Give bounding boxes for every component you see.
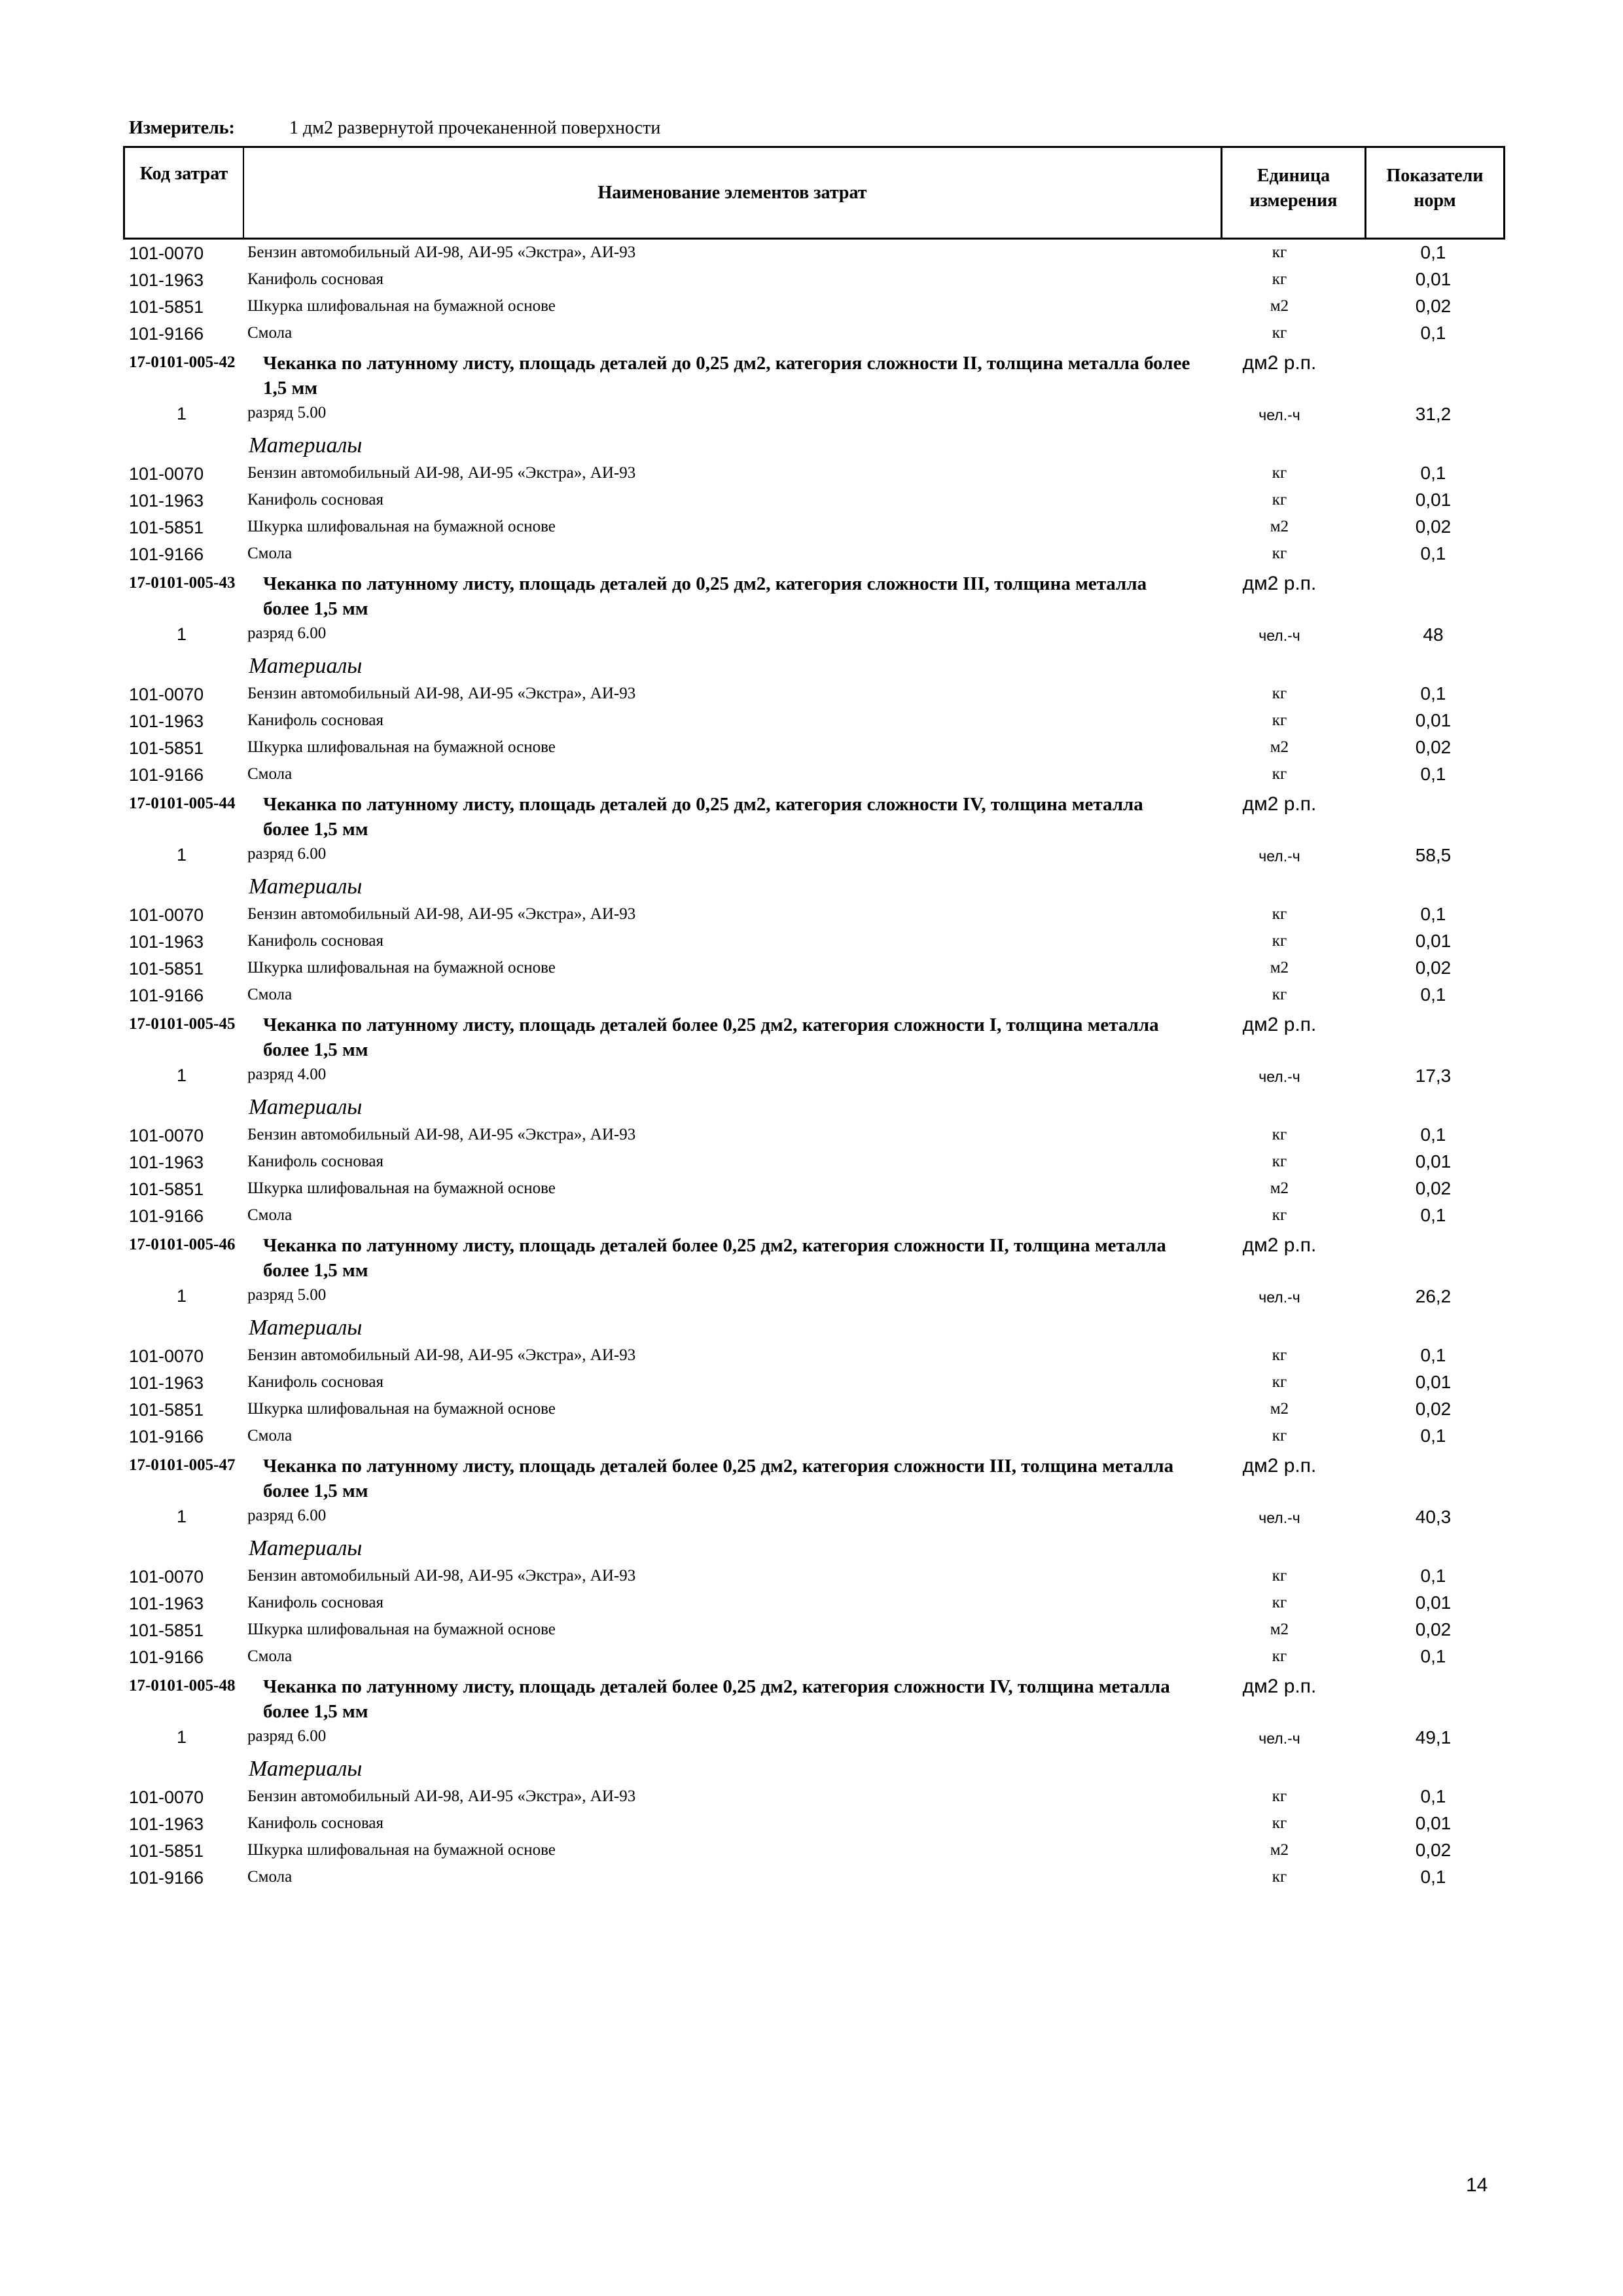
materials-heading: Материалы xyxy=(249,433,363,457)
material-row xyxy=(0,1175,1623,1202)
material-name: Бензин автомобильный АИ-98, АИ-95 «Экстра», АИ-93 xyxy=(247,1567,636,1585)
material-norm: 0,1 xyxy=(1420,904,1446,924)
table-header xyxy=(123,146,1505,240)
materials-heading-row xyxy=(0,647,1623,681)
labor-code: 1 xyxy=(177,624,187,644)
materials-heading-row xyxy=(0,1088,1623,1122)
labor-code: 1 xyxy=(177,1066,187,1085)
material-norm: 0,1 xyxy=(1420,1205,1446,1225)
labor-grade: разряд 6.00 xyxy=(247,1507,327,1524)
material-code: 101-0070 xyxy=(129,1787,204,1807)
material-code: 101-9166 xyxy=(129,1868,204,1888)
material-name: Канифоль сосновая xyxy=(247,491,383,509)
section-code: 17-0101-005-47 xyxy=(129,1456,236,1474)
material-norm: 0,02 xyxy=(1415,296,1452,316)
material-code: 101-5851 xyxy=(129,959,204,978)
material-name: Шкурка шлифовальная на бумажной основе xyxy=(247,1179,556,1197)
section-title: Чеканка по латунному листу, площадь деталей до 0,25 дм2, категория сложности IV, толщина металла более 1,5 мм xyxy=(263,794,1143,840)
material-row xyxy=(0,955,1623,982)
material-norm: 0,1 xyxy=(1420,984,1446,1005)
labor-grade: разряд 6.00 xyxy=(247,1727,327,1745)
material-unit: м2 xyxy=(1270,959,1289,977)
material-unit: м2 xyxy=(1270,1621,1289,1638)
section-header-row xyxy=(0,1450,1623,1503)
section-code: 17-0101-005-44 xyxy=(129,795,236,812)
material-unit: кг xyxy=(1272,1787,1287,1805)
material-name: Смола xyxy=(247,765,293,783)
materials-heading-row xyxy=(0,427,1623,460)
materials-heading: Материалы xyxy=(249,1316,363,1340)
material-row xyxy=(0,1784,1623,1810)
material-name: Бензин автомобильный АИ-98, АИ-95 «Экстра», АИ-93 xyxy=(247,1346,636,1364)
material-row xyxy=(0,293,1623,320)
material-norm: 0,01 xyxy=(1415,931,1452,951)
material-name: Шкурка шлифовальная на бумажной основе xyxy=(247,1400,556,1418)
material-row xyxy=(0,681,1623,708)
material-row xyxy=(0,1396,1623,1423)
material-name: Бензин автомобильный АИ-98, АИ-95 «Экстра», АИ-93 xyxy=(247,1126,636,1143)
page-number: 14 xyxy=(1466,2174,1488,2196)
section-header-row xyxy=(0,1670,1623,1723)
material-norm: 0,1 xyxy=(1420,1566,1446,1586)
material-norm: 0,1 xyxy=(1420,1786,1446,1806)
material-norm: 0,1 xyxy=(1420,543,1446,564)
material-code: 101-1963 xyxy=(129,1153,204,1172)
material-name: Канифоль сосновая xyxy=(247,1814,383,1832)
section-unit: дм2 р.п. xyxy=(1242,352,1317,374)
material-unit: кг xyxy=(1272,1647,1287,1665)
material-norm: 0,02 xyxy=(1415,1840,1452,1860)
material-unit: кг xyxy=(1272,324,1287,342)
materials-heading: Материалы xyxy=(249,874,363,899)
material-unit: кг xyxy=(1272,1567,1287,1585)
material-name: Бензин автомобильный АИ-98, АИ-95 «Экстра», АИ-93 xyxy=(247,685,636,702)
materials-heading-row xyxy=(0,868,1623,901)
header-norm: Показатели норм xyxy=(1386,166,1484,211)
material-norm: 0,01 xyxy=(1415,1151,1452,1172)
labor-row xyxy=(0,1723,1623,1750)
material-code: 101-1963 xyxy=(129,491,204,511)
material-name: Канифоль сосновая xyxy=(247,270,383,288)
material-row xyxy=(0,982,1623,1009)
labor-unit: чел.-ч xyxy=(1258,627,1300,644)
material-row xyxy=(0,1369,1623,1396)
material-norm: 0,1 xyxy=(1420,1426,1446,1446)
material-code: 101-1963 xyxy=(129,1594,204,1613)
section-header-row xyxy=(0,1229,1623,1282)
section-unit: дм2 р.п. xyxy=(1242,1234,1317,1256)
material-row xyxy=(0,240,1623,266)
labor-grade: разряд 6.00 xyxy=(247,624,327,642)
material-code: 101-9166 xyxy=(129,986,204,1005)
labor-row xyxy=(0,1503,1623,1530)
material-row xyxy=(0,266,1623,293)
material-norm: 0,01 xyxy=(1415,269,1452,289)
material-unit: м2 xyxy=(1270,1400,1289,1418)
material-norm: 0,01 xyxy=(1415,490,1452,510)
material-norm: 0,1 xyxy=(1420,683,1446,704)
section-unit: дм2 р.п. xyxy=(1242,793,1317,815)
materials-heading: Материалы xyxy=(249,1095,363,1119)
material-unit: м2 xyxy=(1270,297,1289,315)
material-code: 101-5851 xyxy=(129,1400,204,1420)
material-code: 101-1963 xyxy=(129,932,204,952)
section-unit: дм2 р.п. xyxy=(1242,1455,1317,1477)
material-code: 101-5851 xyxy=(129,297,204,317)
material-row xyxy=(0,1149,1623,1175)
material-unit: кг xyxy=(1272,1814,1287,1832)
material-name: Смола xyxy=(247,324,293,342)
material-code: 101-9166 xyxy=(129,1206,204,1226)
material-row xyxy=(0,1423,1623,1450)
material-norm: 0,1 xyxy=(1420,1124,1446,1145)
labor-unit: чел.-ч xyxy=(1258,848,1300,865)
material-norm: 0,01 xyxy=(1415,1372,1452,1392)
labor-code: 1 xyxy=(177,1507,187,1526)
material-row xyxy=(0,1590,1623,1617)
material-row xyxy=(0,1202,1623,1229)
section-title: Чеканка по латунному листу, площадь деталей до 0,25 дм2, категория сложности II, толщина металла более 1,5 мм xyxy=(263,353,1190,399)
material-code: 101-9166 xyxy=(129,1647,204,1667)
material-norm: 0,1 xyxy=(1420,323,1446,343)
labor-grade: разряд 6.00 xyxy=(247,845,327,863)
materials-heading: Материалы xyxy=(249,654,363,678)
labor-grade: разряд 4.00 xyxy=(247,1066,327,1083)
section-code: 17-0101-005-45 xyxy=(129,1015,236,1033)
material-name: Шкурка шлифовальная на бумажной основе xyxy=(247,297,556,315)
material-name: Смола xyxy=(247,1868,293,1886)
material-norm: 0,1 xyxy=(1420,242,1446,262)
material-norm: 0,1 xyxy=(1420,1646,1446,1666)
header-code: Код затрат xyxy=(125,148,244,238)
material-code: 101-9166 xyxy=(129,1427,204,1446)
material-unit: кг xyxy=(1272,986,1287,1003)
material-unit: кг xyxy=(1272,1206,1287,1224)
labor-unit: чел.-ч xyxy=(1258,1068,1300,1085)
material-name: Смола xyxy=(247,545,293,562)
material-code: 101-1963 xyxy=(129,270,204,290)
material-row xyxy=(0,460,1623,487)
material-norm: 0,1 xyxy=(1420,1867,1446,1887)
material-name: Канифоль сосновая xyxy=(247,932,383,950)
material-row xyxy=(0,1342,1623,1369)
labor-grade: разряд 5.00 xyxy=(247,1286,327,1304)
labor-norm: 31,2 xyxy=(1415,404,1452,424)
material-code: 101-0070 xyxy=(129,1126,204,1145)
material-unit: кг xyxy=(1272,464,1287,482)
labor-unit: чел.-ч xyxy=(1258,406,1300,423)
material-unit: кг xyxy=(1272,243,1287,261)
material-name: Бензин автомобильный АИ-98, АИ-95 «Экстра», АИ-93 xyxy=(247,243,636,261)
material-unit: кг xyxy=(1272,905,1287,923)
material-unit: кг xyxy=(1272,932,1287,950)
material-row xyxy=(0,320,1623,347)
material-code: 101-0070 xyxy=(129,243,204,263)
labor-row xyxy=(0,400,1623,427)
material-name: Шкурка шлифовальная на бумажной основе xyxy=(247,1841,556,1859)
materials-heading-row xyxy=(0,1530,1623,1563)
material-name: Смола xyxy=(247,1647,293,1665)
labor-code: 1 xyxy=(177,845,187,865)
material-name: Бензин автомобильный АИ-98, АИ-95 «Экстра», АИ-93 xyxy=(247,1787,636,1805)
header-name: Наименование элементов затрат xyxy=(244,148,1222,238)
material-code: 101-0070 xyxy=(129,905,204,925)
material-code: 101-5851 xyxy=(129,738,204,758)
material-code: 101-9166 xyxy=(129,545,204,564)
material-row xyxy=(0,514,1623,541)
material-code: 101-5851 xyxy=(129,518,204,537)
labor-grade: разряд 5.00 xyxy=(247,404,327,422)
section-header-row xyxy=(0,347,1623,400)
labor-norm: 49,1 xyxy=(1415,1727,1452,1748)
material-unit: кг xyxy=(1272,491,1287,509)
section-title: Чеканка по латунному листу, площадь деталей более 0,25 дм2, категория сложности IV, толщина металла более 1,5 мм xyxy=(263,1676,1170,1722)
material-code: 101-0070 xyxy=(129,685,204,704)
material-code: 101-5851 xyxy=(129,1841,204,1861)
material-norm: 0,1 xyxy=(1420,764,1446,784)
meter-label: Измеритель: xyxy=(129,118,235,138)
material-code: 101-9166 xyxy=(129,324,204,344)
material-norm: 0,01 xyxy=(1415,710,1452,730)
material-norm: 0,02 xyxy=(1415,958,1452,978)
materials-heading-row xyxy=(0,1309,1623,1342)
labor-row xyxy=(0,1282,1623,1309)
section-title: Чеканка по латунному листу, площадь деталей до 0,25 дм2, категория сложности III, толщина металла более 1,5 мм xyxy=(263,573,1147,619)
section-header-row xyxy=(0,1009,1623,1062)
material-unit: кг xyxy=(1272,1868,1287,1886)
material-code: 101-5851 xyxy=(129,1621,204,1640)
section-unit: дм2 р.п. xyxy=(1242,1014,1317,1035)
material-unit: м2 xyxy=(1270,738,1289,756)
section-header-row xyxy=(0,567,1623,620)
material-row xyxy=(0,928,1623,955)
labor-norm: 26,2 xyxy=(1415,1286,1452,1306)
material-name: Смола xyxy=(247,1427,293,1444)
material-unit: кг xyxy=(1272,545,1287,562)
material-code: 101-1963 xyxy=(129,1814,204,1834)
material-name: Шкурка шлифовальная на бумажной основе xyxy=(247,518,556,535)
labor-norm: 48 xyxy=(1423,624,1444,645)
material-unit: кг xyxy=(1272,1373,1287,1391)
labor-unit: чел.-ч xyxy=(1258,1289,1300,1306)
material-norm: 0,01 xyxy=(1415,1813,1452,1833)
labor-norm: 17,3 xyxy=(1415,1066,1452,1086)
material-row xyxy=(0,761,1623,788)
material-code: 101-5851 xyxy=(129,1179,204,1199)
material-norm: 0,1 xyxy=(1420,463,1446,483)
labor-code: 1 xyxy=(177,1286,187,1306)
material-unit: м2 xyxy=(1270,1179,1289,1197)
material-norm: 0,01 xyxy=(1415,1592,1452,1613)
material-unit: кг xyxy=(1272,1153,1287,1170)
labor-row xyxy=(0,1062,1623,1088)
material-name: Шкурка шлифовальная на бумажной основе xyxy=(247,959,556,977)
labor-norm: 40,3 xyxy=(1415,1507,1452,1527)
material-row xyxy=(0,901,1623,928)
material-unit: кг xyxy=(1272,765,1287,783)
material-code: 101-0070 xyxy=(129,1567,204,1587)
material-norm: 0,02 xyxy=(1415,1178,1452,1198)
materials-heading-row xyxy=(0,1750,1623,1784)
material-unit: м2 xyxy=(1270,1841,1289,1859)
material-unit: кг xyxy=(1272,685,1287,702)
labor-code: 1 xyxy=(177,404,187,423)
section-unit: дм2 р.п. xyxy=(1242,573,1317,594)
material-code: 101-1963 xyxy=(129,1373,204,1393)
material-row xyxy=(0,708,1623,734)
section-title: Чеканка по латунному листу, площадь деталей более 0,25 дм2, категория сложности II, толщина металла более 1,5 мм xyxy=(263,1235,1166,1281)
material-unit: кг xyxy=(1272,270,1287,288)
material-name: Шкурка шлифовальная на бумажной основе xyxy=(247,738,556,756)
header-unit: Единица измерения xyxy=(1222,148,1366,238)
labor-code: 1 xyxy=(177,1727,187,1747)
meter-value: 1 дм2 развернутой прочеканенной поверхности xyxy=(289,118,661,138)
material-norm: 0,1 xyxy=(1420,1345,1446,1365)
material-row xyxy=(0,1810,1623,1837)
labor-unit: чел.-ч xyxy=(1258,1730,1300,1747)
material-name: Смола xyxy=(247,1206,293,1224)
labor-row xyxy=(0,620,1623,647)
material-unit: кг xyxy=(1272,1594,1287,1611)
material-name: Канифоль сосновая xyxy=(247,1373,383,1391)
material-row xyxy=(0,1563,1623,1590)
material-code: 101-0070 xyxy=(129,464,204,484)
labor-unit: чел.-ч xyxy=(1258,1509,1300,1526)
material-name: Канифоль сосновая xyxy=(247,711,383,729)
material-norm: 0,02 xyxy=(1415,737,1452,757)
material-name: Бензин автомобильный АИ-98, АИ-95 «Экстра», АИ-93 xyxy=(247,905,636,923)
labor-row xyxy=(0,841,1623,868)
material-name: Бензин автомобильный АИ-98, АИ-95 «Экстра», АИ-93 xyxy=(247,464,636,482)
section-code: 17-0101-005-46 xyxy=(129,1236,236,1253)
section-header-row xyxy=(0,788,1623,841)
material-norm: 0,02 xyxy=(1415,516,1452,537)
material-row xyxy=(0,1617,1623,1643)
material-name: Шкурка шлифовальная на бумажной основе xyxy=(247,1621,556,1638)
material-norm: 0,02 xyxy=(1415,1619,1452,1640)
material-row xyxy=(0,1837,1623,1864)
material-code: 101-1963 xyxy=(129,711,204,731)
material-row xyxy=(0,1122,1623,1149)
material-code: 101-9166 xyxy=(129,765,204,785)
labor-norm: 58,5 xyxy=(1415,845,1452,865)
material-unit: м2 xyxy=(1270,518,1289,535)
material-unit: кг xyxy=(1272,711,1287,729)
material-name: Канифоль сосновая xyxy=(247,1594,383,1611)
material-row xyxy=(0,1864,1623,1891)
meter-line xyxy=(129,118,661,139)
materials-heading: Материалы xyxy=(249,1757,363,1781)
table-body xyxy=(0,240,1623,1891)
section-title: Чеканка по латунному листу, площадь деталей более 0,25 дм2, категория сложности III, толщина металла более 1,5 мм xyxy=(263,1456,1174,1501)
material-row xyxy=(0,1643,1623,1670)
material-name: Смола xyxy=(247,986,293,1003)
material-unit: кг xyxy=(1272,1126,1287,1143)
material-row xyxy=(0,541,1623,567)
material-unit: кг xyxy=(1272,1346,1287,1364)
section-code: 17-0101-005-42 xyxy=(129,353,236,371)
section-code: 17-0101-005-43 xyxy=(129,574,236,592)
section-title: Чеканка по латунному листу, площадь деталей более 0,25 дм2, категория сложности I, толщина металла более 1,5 мм xyxy=(263,1014,1159,1060)
section-unit: дм2 р.п. xyxy=(1242,1676,1317,1697)
material-row xyxy=(0,734,1623,761)
section-code: 17-0101-005-48 xyxy=(129,1677,236,1695)
material-unit: кг xyxy=(1272,1427,1287,1444)
material-code: 101-0070 xyxy=(129,1346,204,1366)
material-name: Канифоль сосновая xyxy=(247,1153,383,1170)
material-row xyxy=(0,487,1623,514)
materials-heading: Материалы xyxy=(249,1536,363,1560)
material-norm: 0,02 xyxy=(1415,1399,1452,1419)
